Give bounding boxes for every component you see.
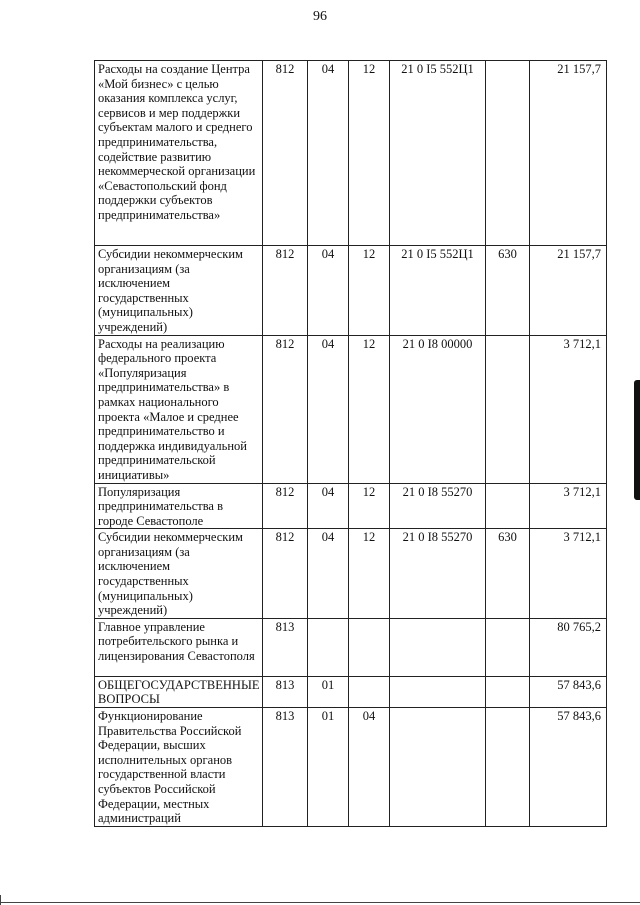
row-name: Субсидии некоммерческим организациям (за исключением государственных (муниципальных) учреждений) (95, 246, 263, 336)
table-row (95, 708, 607, 827)
target-article: 21 0 I8 00000 (390, 335, 486, 483)
section-code (308, 618, 349, 676)
expense-type (486, 618, 530, 676)
section-code: 04 (308, 246, 349, 336)
row-name: Популяризация предпринимательства в городе Севастополе (95, 483, 263, 529)
target-article (390, 618, 486, 676)
section-code: 04 (308, 483, 349, 529)
row-name: Расходы на реализацию федерального проекта «Популяризация предпринимательства» в рамках национального проекта «Малое и среднее предпринимательство и поддержка индивидуальной предпринимательской инициативы» (95, 335, 263, 483)
scan-bottom-line (0, 902, 640, 903)
subsection-code: 12 (349, 246, 390, 336)
table-row (95, 61, 607, 246)
expense-type (486, 61, 530, 246)
ministry-code: 813 (263, 618, 308, 676)
ministry-code: 812 (263, 483, 308, 529)
ministry-code: 812 (263, 335, 308, 483)
section-code: 04 (308, 335, 349, 483)
budget-table (94, 60, 607, 827)
section-code: 01 (308, 708, 349, 827)
ministry-code: 813 (263, 708, 308, 827)
expense-type (486, 676, 530, 707)
ministry-code: 813 (263, 676, 308, 707)
sum-value: 21 157,7 (530, 246, 607, 336)
subsection-code: 12 (349, 529, 390, 619)
sum-value: 3 712,1 (530, 335, 607, 483)
ministry-code: 812 (263, 529, 308, 619)
table-row (95, 483, 607, 529)
section-code: 04 (308, 529, 349, 619)
subsection-code: 04 (349, 708, 390, 827)
sum-value: 21 157,7 (530, 61, 607, 246)
table-row (95, 335, 607, 483)
table-row (95, 246, 607, 336)
sum-value: 80 765,2 (530, 618, 607, 676)
row-name: Субсидии некоммерческим организациям (за исключением государственных (муниципальных) учреждений) (95, 529, 263, 619)
subsection-code (349, 676, 390, 707)
target-article: 21 0 I5 552Ц1 (390, 246, 486, 336)
expense-type (486, 483, 530, 529)
subsection-code: 12 (349, 335, 390, 483)
sum-value: 57 843,6 (530, 708, 607, 827)
table-row (95, 529, 607, 619)
expense-type (486, 335, 530, 483)
expense-type: 630 (486, 246, 530, 336)
section-code: 04 (308, 61, 349, 246)
table-row (95, 676, 607, 707)
expense-type (486, 708, 530, 827)
row-name: Главное управление потребительского рынка и лицензирования Севастополя (95, 618, 263, 676)
subsection-code: 12 (349, 483, 390, 529)
ministry-code: 812 (263, 61, 308, 246)
expense-type: 630 (486, 529, 530, 619)
row-name: ОБЩЕГОСУДАРСТВЕННЫЕ ВОПРОСЫ (95, 676, 263, 707)
target-article: 21 0 I8 55270 (390, 529, 486, 619)
row-name: Расходы на создание Центра «Мой бизнес» с целью оказания комплекса услуг, сервисов и мер поддержки субъектам малого и среднего предпринимательства, содействие развитию некоммерческой организации «Севастопольский фонд поддержки субъектов предпринимательства» (95, 61, 263, 246)
sum-value: 3 712,1 (530, 529, 607, 619)
subsection-code (349, 618, 390, 676)
ministry-code: 812 (263, 246, 308, 336)
row-name: Функционирование Правительства Российской Федерации, высших исполнительных органов государственной власти субъектов Российской Федерации, местных администраций (95, 708, 263, 827)
scan-left-edge (0, 895, 1, 905)
table-row (95, 618, 607, 676)
scan-edge-mark (634, 380, 640, 500)
target-article (390, 708, 486, 827)
target-article: 21 0 I5 552Ц1 (390, 61, 486, 246)
page-number: 96 (313, 9, 327, 24)
sum-value: 57 843,6 (530, 676, 607, 707)
subsection-code: 12 (349, 61, 390, 246)
sum-value: 3 712,1 (530, 483, 607, 529)
section-code: 01 (308, 676, 349, 707)
target-article: 21 0 I8 55270 (390, 483, 486, 529)
target-article (390, 676, 486, 707)
